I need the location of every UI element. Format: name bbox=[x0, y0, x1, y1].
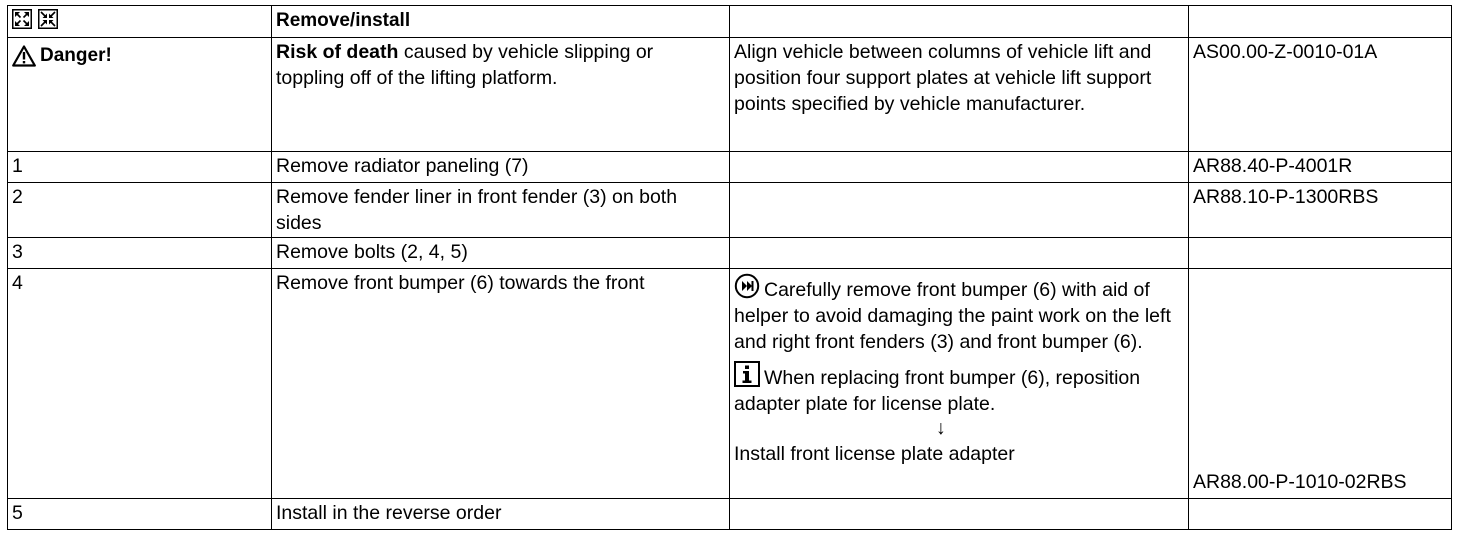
header-empty-cell bbox=[730, 6, 1189, 38]
step-note-cell bbox=[730, 152, 1189, 183]
step-number: 3 bbox=[12, 241, 23, 263]
risk-text: caused by vehicle slipping or toppling off of the lifting platform. bbox=[276, 41, 654, 89]
step-text: Remove bolts (2, 4, 5) bbox=[276, 241, 468, 263]
info-icon bbox=[734, 361, 760, 387]
install-instruction: Install front license plate adapter bbox=[734, 443, 1015, 465]
step-note-cell bbox=[730, 269, 1189, 499]
step-number: 2 bbox=[12, 186, 23, 208]
risk-cell bbox=[272, 38, 730, 152]
down-arrow-icon: ↓ bbox=[936, 417, 946, 439]
doc-ref[interactable]: AR88.00-P-1010-02RBS bbox=[1193, 471, 1407, 493]
step-number-cell bbox=[8, 499, 272, 530]
step-number-cell bbox=[8, 269, 272, 499]
measure-cell bbox=[730, 38, 1189, 152]
danger-row bbox=[8, 38, 1452, 152]
doc-ref-cell bbox=[1189, 499, 1452, 530]
step-number-cell bbox=[8, 238, 272, 269]
risk-bold: Risk of death bbox=[276, 41, 399, 63]
step-row bbox=[8, 269, 1452, 499]
doc-ref-cell bbox=[1189, 183, 1452, 238]
step-text-cell bbox=[272, 238, 730, 269]
step-number: 1 bbox=[12, 155, 23, 177]
section-title: Remove/install bbox=[276, 10, 411, 31]
safety-measure: Align vehicle between columns of vehicle lift and position four support plates at vehicle lift support points specified by vehicle manufacturer. bbox=[734, 41, 1152, 115]
step-text: Remove front bumper (6) towards the front bbox=[276, 272, 645, 294]
step-note-cell bbox=[730, 499, 1189, 530]
step-row bbox=[8, 238, 1452, 269]
step-number-cell bbox=[8, 152, 272, 183]
step-text: Remove radiator paneling (7) bbox=[276, 155, 529, 177]
step-note-cell bbox=[730, 183, 1189, 238]
attention-note bbox=[734, 273, 1183, 355]
step-row bbox=[8, 152, 1452, 183]
step-number: 4 bbox=[12, 272, 23, 294]
step-note-cell bbox=[730, 238, 1189, 269]
info-note bbox=[734, 361, 1183, 417]
doc-ref-cell bbox=[1189, 152, 1452, 183]
header-row bbox=[8, 6, 1452, 38]
doc-ref[interactable]: AR88.10-P-1300RBS bbox=[1193, 186, 1379, 208]
step-number-cell bbox=[8, 183, 272, 238]
attention-note-icon bbox=[734, 273, 760, 299]
expand-icon[interactable] bbox=[12, 9, 32, 29]
step-text-cell bbox=[272, 183, 730, 238]
step-text: Remove fender liner in front fender (3) on both sides bbox=[276, 186, 678, 234]
doc-ref[interactable]: AS00.00-Z-0010-01A bbox=[1193, 41, 1378, 63]
danger-label-cell bbox=[8, 38, 272, 152]
warning-triangle-icon bbox=[12, 45, 36, 67]
attention-note-text: Carefully remove front bumper (6) with aid of helper to avoid damaging the paint work on the left and right front fenders (3) and front bumper (6). bbox=[734, 279, 1171, 353]
step-number: 5 bbox=[12, 502, 23, 524]
doc-ref[interactable]: AR88.40-P-4001R bbox=[1193, 155, 1353, 177]
info-note-text: When replacing front bumper (6), reposition adapter plate for license plate. bbox=[734, 367, 1141, 415]
header-icons-cell bbox=[8, 6, 272, 38]
header-title-cell bbox=[272, 6, 730, 38]
step-row bbox=[8, 183, 1452, 238]
danger-label: Danger! bbox=[40, 45, 112, 66]
step-text-cell bbox=[272, 499, 730, 530]
procedure-table bbox=[7, 5, 1452, 530]
doc-ref-cell bbox=[1189, 38, 1452, 152]
doc-ref-cell bbox=[1189, 238, 1452, 269]
step-text-cell bbox=[272, 269, 730, 499]
header-empty-cell bbox=[1189, 6, 1452, 38]
step-text: Install in the reverse order bbox=[276, 502, 502, 524]
doc-ref-cell bbox=[1189, 269, 1452, 499]
step-text-cell bbox=[272, 152, 730, 183]
step-row bbox=[8, 499, 1452, 530]
collapse-icon[interactable] bbox=[38, 9, 58, 29]
